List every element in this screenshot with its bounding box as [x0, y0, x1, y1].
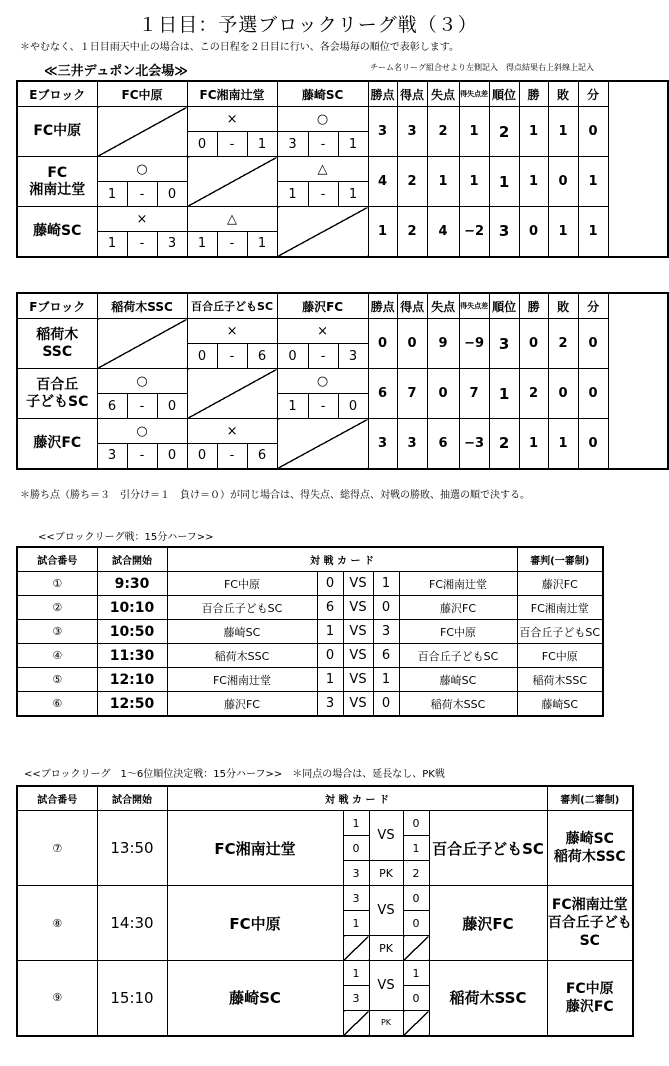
pk-label: PK [369, 1011, 403, 1036]
stat-4: 3 [489, 319, 519, 369]
vs-label: VS [343, 572, 373, 596]
block-team-row [17, 107, 668, 132]
stat-2: 4 [427, 207, 459, 257]
match-no-header: 試合番号 [17, 786, 97, 811]
diagonal-cell [187, 369, 277, 419]
home-score-h1: 1 [343, 961, 369, 986]
referee: 藤崎SC [517, 692, 603, 717]
home-score: 3 [317, 692, 343, 717]
stat-3: 1 [459, 157, 489, 207]
rain-note: ＊やむなく、１日目雨天中止の場合は、この日程を２日目に行い、各会場毎の順位で表彰します。 [20, 42, 459, 53]
block-team-header: 藤沢FC [277, 293, 368, 319]
away-score: 0 [373, 596, 399, 620]
score-dash: - [217, 132, 247, 157]
start-time: 10:10 [97, 596, 167, 620]
away-team: 藤崎SC [399, 668, 517, 692]
final-match-row [17, 961, 633, 986]
referee: FC湘南辻堂 [517, 596, 603, 620]
block-label: Eブロック [17, 81, 97, 107]
away-team: 稲荷木SSC [429, 961, 547, 1036]
away-team: FC湘南辻堂 [399, 572, 517, 596]
league-match-row [17, 692, 603, 717]
home-score: 0 [317, 644, 343, 668]
stat-4: 1 [489, 369, 519, 419]
home-pk-score [343, 1011, 369, 1036]
referees [547, 811, 633, 886]
match-no: ⑤ [17, 668, 97, 692]
result-mark: × [187, 107, 277, 132]
league-schedule-table [16, 546, 604, 717]
score-dash: - [217, 344, 247, 369]
block-header-row [17, 293, 668, 319]
home-score-h2: 1 [343, 911, 369, 936]
diagonal-cell [97, 319, 187, 369]
team-name-cell [17, 107, 97, 157]
score-dash: - [127, 394, 157, 419]
stat-4: 3 [489, 207, 519, 257]
block-team-header: FC中原 [97, 81, 187, 107]
league-match-row [17, 620, 603, 644]
score-for: 3 [97, 444, 127, 469]
score-dash: - [308, 182, 338, 207]
team-name-line1: FC中原 [33, 123, 82, 139]
stat-6: 1 [548, 207, 578, 257]
result-mark: ○ [97, 369, 187, 394]
block-team-row [17, 157, 668, 182]
score-for: 0 [187, 444, 217, 469]
result-mark: × [187, 319, 277, 344]
score-against: 1 [338, 132, 368, 157]
vs-label: VS [343, 668, 373, 692]
combo-note: チーム名リーグ組合せより左側記入 得点結果右上斜線上記入 [370, 63, 594, 72]
stat-5: 0 [519, 207, 548, 257]
home-team: 百合丘子どもSC [167, 596, 317, 620]
stat-1: 2 [397, 207, 427, 257]
score-against: 0 [157, 394, 187, 419]
ref-header: 審判(二審制) [547, 786, 633, 811]
stat-6: 2 [548, 319, 578, 369]
score-for: 1 [97, 182, 127, 207]
away-score: 1 [373, 668, 399, 692]
team-name-line1: 百合丘 [36, 376, 79, 393]
stat-4: 1 [489, 157, 519, 207]
vs-label: VS [343, 644, 373, 668]
venue-label: ≪三井デュポン北会場≫ [44, 64, 188, 79]
home-score: 1 [317, 668, 343, 692]
stat-header: 勝 [519, 81, 548, 107]
team-name-line1: 稲荷木 [36, 326, 79, 343]
home-score-h2: 0 [343, 836, 369, 861]
stat-header: 得失点差 [459, 293, 489, 319]
match-no: ⑥ [17, 692, 97, 717]
stat-1: 0 [397, 319, 427, 369]
referee: 百合丘子どもSC [517, 620, 603, 644]
league-header-row [17, 547, 603, 572]
block-team-header: 百合丘子どもSC [187, 293, 277, 319]
result-mark: ○ [97, 419, 187, 444]
league-match-row [17, 644, 603, 668]
score-for: 0 [277, 344, 308, 369]
referee-1: FC中原 [565, 980, 614, 997]
block-team-header: 藤崎SC [277, 81, 368, 107]
referee-1: 藤崎SC [565, 831, 614, 847]
away-team: 藤沢FC [399, 596, 517, 620]
score-for: 0 [187, 132, 217, 157]
vs-label: VS [343, 692, 373, 717]
away-team: 稲荷木SSC [399, 692, 517, 717]
stat-2: 0 [427, 369, 459, 419]
page-title: １日目：予選ブロックリーグ戦（３） [138, 14, 478, 36]
away-score-h1: 1 [403, 961, 429, 986]
start-time: 15:10 [97, 961, 167, 1036]
stat-5: 1 [519, 419, 548, 469]
ref-header: 審判(一審制) [517, 547, 603, 572]
stat-0: 3 [368, 419, 397, 469]
final-schedule-table [16, 785, 634, 1037]
result-mark: △ [277, 157, 368, 182]
stat-0: 3 [368, 107, 397, 157]
league-match-row [17, 596, 603, 620]
stat-3: −2 [459, 207, 489, 257]
home-team: 藤崎SC [167, 620, 317, 644]
pk-label: PK [369, 936, 403, 961]
team-name-cell [17, 319, 97, 369]
away-team: 百合丘子どもSC [429, 811, 547, 886]
score-for: 1 [187, 232, 217, 257]
points-note: ＊勝ち点（勝ち＝３ 引分け＝１ 負け＝０）が同じ場合は、得失点、総得点、対戦の勝敗、抽選の順で決する。 [20, 490, 530, 501]
team-name-line2: 湘南辻堂 [29, 181, 86, 198]
diagonal-cell [277, 419, 368, 469]
result-mark: △ [187, 207, 277, 232]
score-dash: - [127, 444, 157, 469]
final-match-row [17, 886, 633, 911]
team-name-line1: FC [47, 164, 68, 181]
home-team: FC中原 [167, 886, 343, 961]
vs-label: VS [369, 961, 403, 1011]
score-against: 6 [247, 344, 277, 369]
stat-header: 得点 [397, 293, 427, 319]
match-no: ② [17, 596, 97, 620]
stat-6: 1 [548, 419, 578, 469]
away-score-h2: 0 [403, 986, 429, 1011]
stat-2: 9 [427, 319, 459, 369]
score-against: 3 [157, 232, 187, 257]
result-mark: × [277, 319, 368, 344]
block-label: Fブロック [17, 293, 97, 319]
away-team: 百合丘子どもSC [399, 644, 517, 668]
score-dash: - [308, 394, 338, 419]
start-time: 14:30 [97, 886, 167, 961]
league-match-row [17, 668, 603, 692]
referee-2: 藤沢FC [565, 998, 614, 1015]
away-pk-score [403, 1011, 429, 1036]
stat-header: 勝 [519, 293, 548, 319]
stat-4: 2 [489, 107, 519, 157]
score-for: 3 [277, 132, 308, 157]
start-time: 12:10 [97, 668, 167, 692]
stat-5: 0 [519, 319, 548, 369]
home-team: FC湘南辻堂 [167, 668, 317, 692]
stat-6: 0 [548, 369, 578, 419]
team-name-cell [17, 369, 97, 419]
stat-7: 0 [578, 419, 608, 469]
score-against: 3 [338, 344, 368, 369]
away-team: 藤沢FC [429, 886, 547, 961]
stat-1: 2 [397, 157, 427, 207]
block-team-row [17, 419, 668, 444]
block-team-row [17, 319, 668, 344]
away-score-h1: 0 [403, 811, 429, 836]
stat-1: 7 [397, 369, 427, 419]
match-no: ③ [17, 620, 97, 644]
home-pk-score [343, 936, 369, 961]
start-time: 9:30 [97, 572, 167, 596]
stat-6: 1 [548, 107, 578, 157]
match-no: ⑨ [17, 961, 97, 1036]
stat-7: 1 [578, 157, 608, 207]
block-team-row [17, 369, 668, 394]
referee: 藤沢FC [517, 572, 603, 596]
league-match-row [17, 572, 603, 596]
pk-label: PK [369, 861, 403, 886]
vs-label: VS [343, 596, 373, 620]
stat-header: 分 [578, 81, 608, 107]
score-against: 0 [338, 394, 368, 419]
away-score: 6 [373, 644, 399, 668]
match-no: ⑦ [17, 811, 97, 886]
vs-label: VS [343, 620, 373, 644]
block-team-header: 稲荷木SSC [97, 293, 187, 319]
start-time: 11:30 [97, 644, 167, 668]
stat-7: 0 [578, 107, 608, 157]
stat-3: 7 [459, 369, 489, 419]
stat-5: 2 [519, 369, 548, 419]
stat-header: 敗 [548, 81, 578, 107]
score-against: 1 [247, 232, 277, 257]
home-team: FC湘南辻堂 [167, 811, 343, 886]
home-team: FC中原 [167, 572, 317, 596]
stat-header: 敗 [548, 293, 578, 319]
score-dash: - [127, 232, 157, 257]
block-f-table [16, 292, 669, 470]
stat-header: 失点 [427, 81, 459, 107]
stat-5: 1 [519, 157, 548, 207]
match-no: ④ [17, 644, 97, 668]
away-pk-score: 2 [403, 861, 429, 886]
result-mark: ○ [97, 157, 187, 182]
home-score-h1: 3 [343, 886, 369, 911]
stat-0: 0 [368, 319, 397, 369]
stat-2: 2 [427, 107, 459, 157]
diagonal-cell [277, 207, 368, 257]
card-header: 対 戦 カ ー ド [167, 786, 547, 811]
stat-header: 勝点 [368, 81, 397, 107]
referee-2: 稲荷木SSC [553, 849, 626, 865]
home-team: 藤沢FC [167, 692, 317, 717]
stat-2: 1 [427, 157, 459, 207]
score-against: 0 [157, 444, 187, 469]
final-match-row [17, 811, 633, 836]
stat-0: 4 [368, 157, 397, 207]
home-score: 0 [317, 572, 343, 596]
score-for: 1 [277, 394, 308, 419]
score-against: 1 [338, 182, 368, 207]
score-dash: - [217, 444, 247, 469]
score-for: 6 [97, 394, 127, 419]
stat-0: 1 [368, 207, 397, 257]
stat-header: 得失点差 [459, 81, 489, 107]
match-no: ① [17, 572, 97, 596]
league-heading: <<ブロックリーグ戦：15分ハーフ>> [38, 532, 214, 543]
match-no-header: 試合番号 [17, 547, 97, 572]
stat-7: 0 [578, 319, 608, 369]
stat-0: 6 [368, 369, 397, 419]
away-pk-score [403, 936, 429, 961]
away-score: 3 [373, 620, 399, 644]
score-for: 1 [97, 232, 127, 257]
score-dash: - [308, 344, 338, 369]
referee: 稲荷木SSC [517, 668, 603, 692]
vs-label: VS [369, 886, 403, 936]
stat-2: 6 [427, 419, 459, 469]
vs-label: VS [369, 811, 403, 861]
card-header: 対 戦 カ ー ド [167, 547, 517, 572]
home-score-h2: 3 [343, 986, 369, 1011]
stat-4: 2 [489, 419, 519, 469]
stat-header: 得点 [397, 81, 427, 107]
score-against: 6 [247, 444, 277, 469]
match-no: ⑧ [17, 886, 97, 961]
stat-7: 1 [578, 207, 608, 257]
result-mark: ○ [277, 369, 368, 394]
stat-1: 3 [397, 107, 427, 157]
stat-header: 失点 [427, 293, 459, 319]
result-mark: × [97, 207, 187, 232]
away-score: 1 [373, 572, 399, 596]
score-against: 0 [157, 182, 187, 207]
stat-6: 0 [548, 157, 578, 207]
score-dash: - [308, 132, 338, 157]
stat-header: 分 [578, 293, 608, 319]
home-team: 藤崎SC [167, 961, 343, 1036]
final-heading: <<ブロックリーグ 1〜6位順位決定戦：15分ハーフ>> ＊同点の場合は、延長なし、PK戦 [24, 769, 445, 780]
away-score-h2: 1 [403, 836, 429, 861]
start-time: 10:50 [97, 620, 167, 644]
start-header: 試合開始 [97, 786, 167, 811]
home-pk-score: 3 [343, 861, 369, 886]
stat-5: 1 [519, 107, 548, 157]
stat-7: 0 [578, 369, 608, 419]
stat-3: 1 [459, 107, 489, 157]
away-score-h1: 0 [403, 886, 429, 911]
score-for: 0 [187, 344, 217, 369]
away-score-h2: 0 [403, 911, 429, 936]
result-mark: × [187, 419, 277, 444]
away-team: FC中原 [399, 620, 517, 644]
team-name-line1: 藤沢FC [33, 434, 82, 451]
block-team-header: FC湘南辻堂 [187, 81, 277, 107]
block-team-row [17, 207, 668, 232]
diagonal-cell [187, 157, 277, 207]
home-score: 6 [317, 596, 343, 620]
home-score-h1: 1 [343, 811, 369, 836]
team-name-cell [17, 419, 97, 469]
diagonal-cell [97, 107, 187, 157]
stat-3: −3 [459, 419, 489, 469]
team-name-line2: 子どもSC [26, 393, 89, 410]
referee-1: FC湘南辻堂 [551, 897, 628, 913]
team-name-line1: 藤崎SC [33, 222, 82, 239]
team-name-cell [17, 157, 97, 207]
block-header-row [17, 81, 668, 107]
stat-1: 3 [397, 419, 427, 469]
block-e-table [16, 80, 669, 258]
referee: FC中原 [517, 644, 603, 668]
final-header-row [17, 786, 633, 811]
team-name-line2: SSC [42, 343, 73, 360]
referee-2: 百合丘子どもSC [547, 915, 632, 949]
stat-header: 勝点 [368, 293, 397, 319]
start-time: 12:50 [97, 692, 167, 717]
score-against: 1 [247, 132, 277, 157]
referees [547, 961, 633, 1036]
score-dash: - [217, 232, 247, 257]
stat-header: 順位 [489, 81, 519, 107]
referees [547, 886, 633, 961]
stat-header: 順位 [489, 293, 519, 319]
result-mark: ○ [277, 107, 368, 132]
start-time: 13:50 [97, 811, 167, 886]
stat-3: −9 [459, 319, 489, 369]
score-for: 1 [277, 182, 308, 207]
start-header: 試合開始 [97, 547, 167, 572]
score-dash: - [127, 182, 157, 207]
team-name-cell [17, 207, 97, 257]
home-score: 1 [317, 620, 343, 644]
home-team: 稲荷木SSC [167, 644, 317, 668]
away-score: 0 [373, 692, 399, 717]
